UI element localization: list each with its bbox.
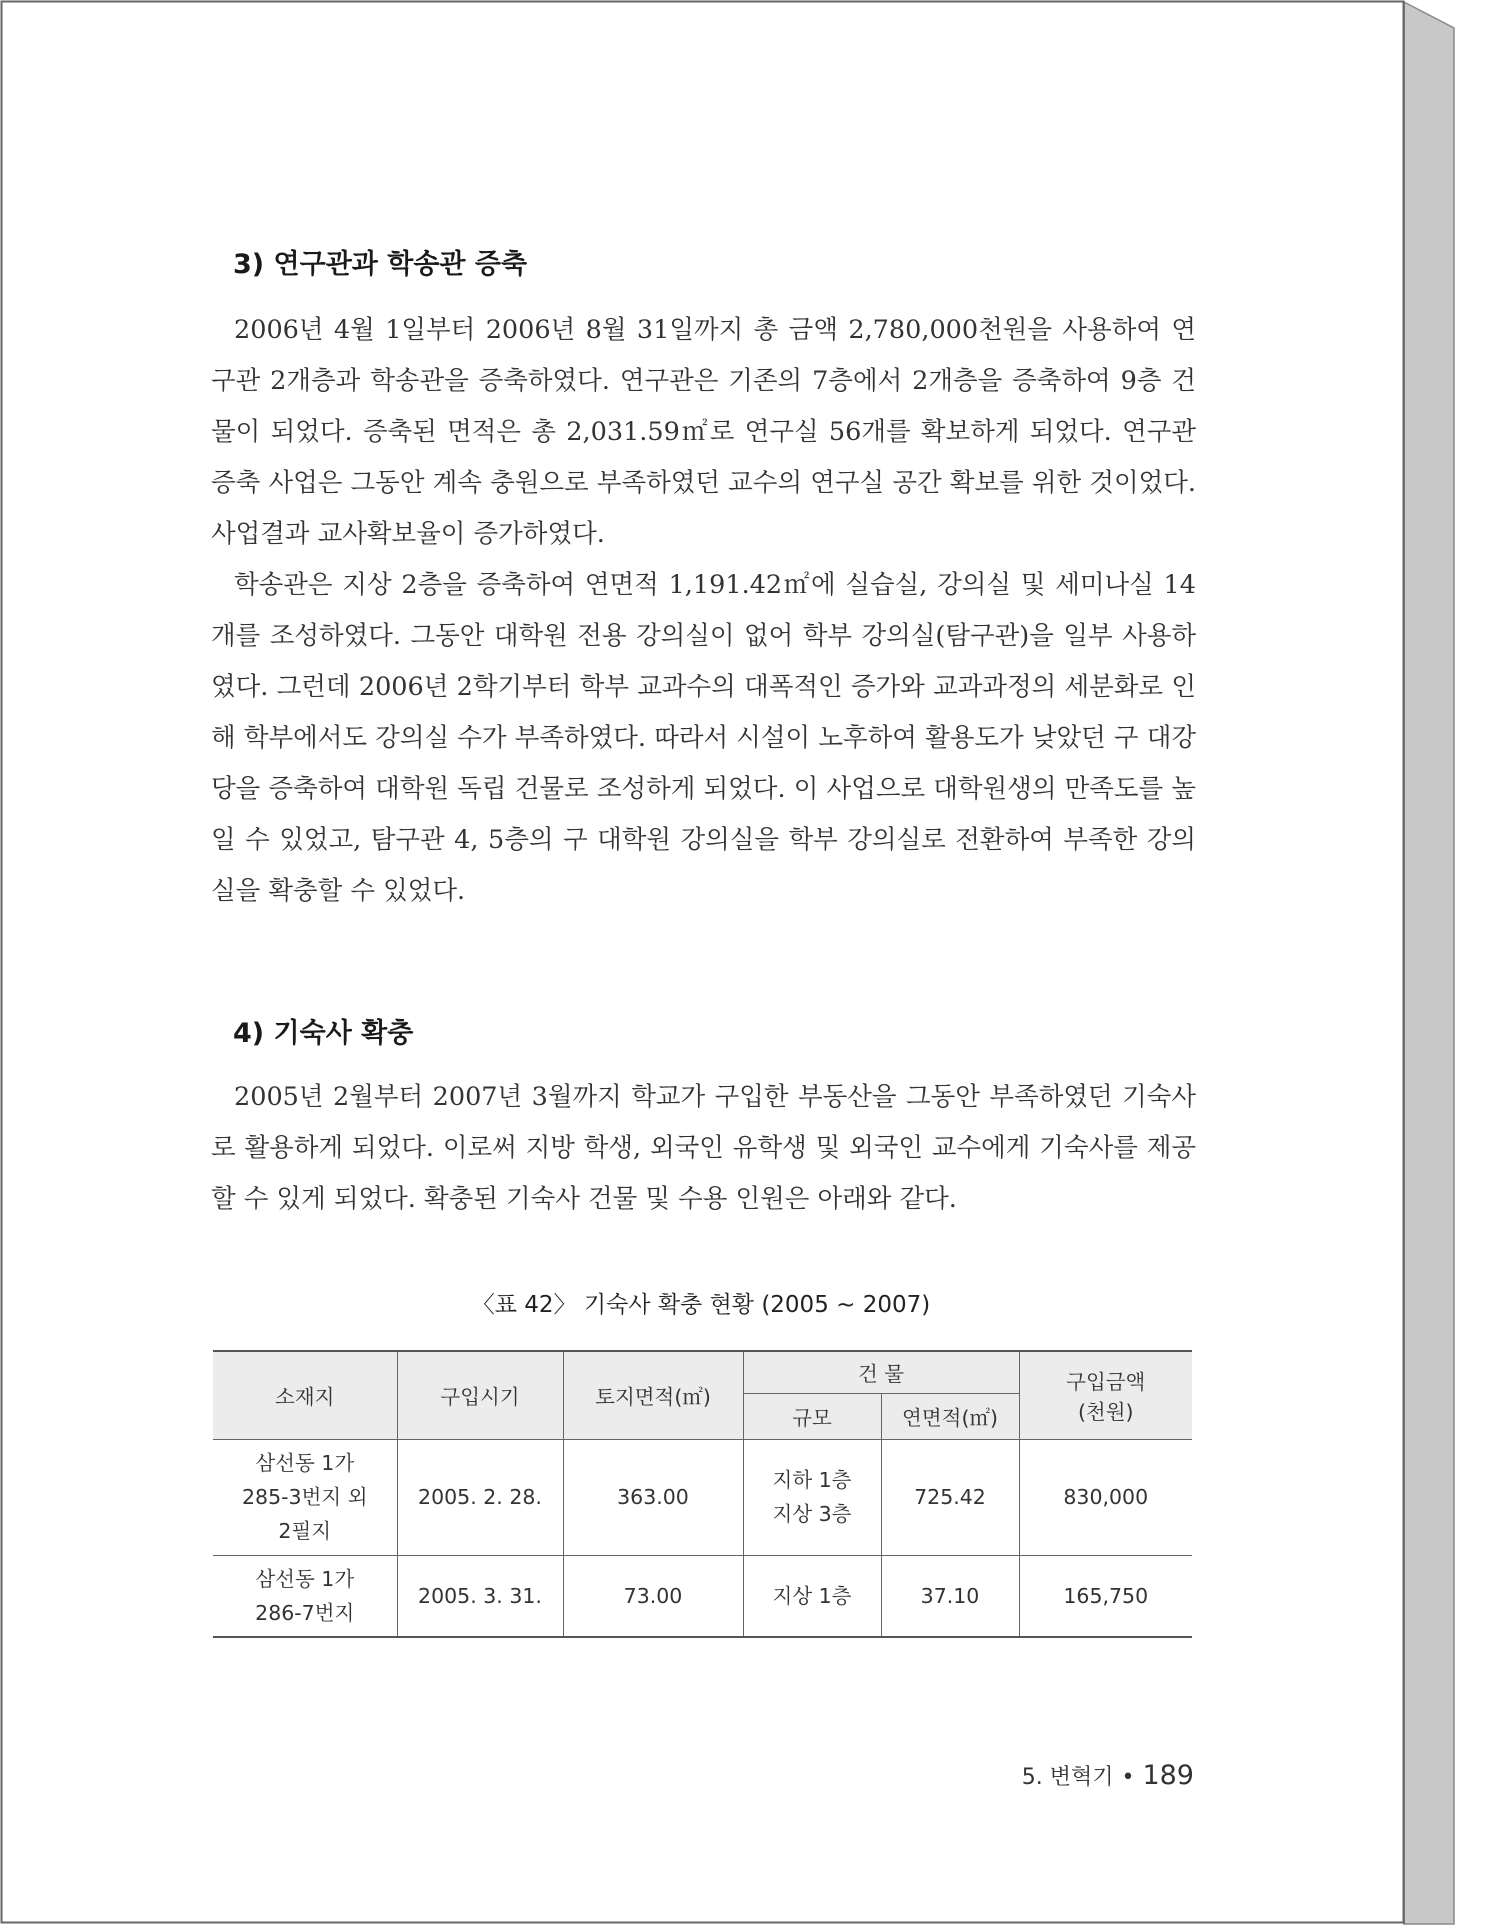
location-line: 286-7번지 — [255, 1600, 355, 1625]
dormitory-expansion-table — [213, 1350, 1192, 1638]
location-line: 2필지 — [278, 1519, 332, 1543]
cell-land-area: 73.00 — [563, 1555, 743, 1637]
header-building: 건 물 — [743, 1351, 1019, 1393]
cell-purchase-date: 2005. 3. 31. — [397, 1555, 563, 1637]
page-footer — [900, 1760, 1194, 1791]
cell-land-area: 363.00 — [563, 1439, 743, 1555]
table-caption: 〈표 42〉 기숙사 확충 현황 (2005 ~ 2007) — [471, 1292, 931, 1318]
cell-floor-area: 37.10 — [881, 1555, 1019, 1637]
body-paragraph: 2005년 2월부터 2007년 3월까지 학교가 구입한 부동산을 그동안 부족하였던 기숙사로 활용하게 되었다. 이로써 지방 학생, 외국인 유학생 및 외국인 교수에게 기숙사를 제공할 수 있게 되었다. 확충된 기숙사 건물 및 수용 인원은 아래와 같다. — [211, 1082, 1196, 1214]
page-number: 189 — [1142, 1760, 1194, 1791]
location-line: 삼선동 1가 — [255, 1451, 355, 1475]
scale-line: 지상 1층 — [772, 1583, 852, 1608]
header-floor-area: 연면적(㎡) — [881, 1393, 1019, 1439]
header-price-line: 구입금액 — [1066, 1370, 1146, 1395]
header-purchase-price — [1019, 1351, 1192, 1439]
header-land-area: 토지면적(㎡) — [563, 1351, 743, 1439]
footer-section-title: 5. 변혁기 — [1021, 1765, 1114, 1790]
location-line: 삼선동 1가 — [255, 1566, 355, 1591]
footer-bullet: • — [1121, 1765, 1135, 1790]
section-heading-research-building: 3) 연구관과 학송관 증축 — [233, 249, 528, 280]
cell-purchase-date: 2005. 2. 28. — [397, 1439, 563, 1555]
body-paragraph: 학송관은 지상 2층을 증축하여 연면적 1,191.42㎡에 실습실, 강의실 및 세미나실 14개를 조성하였다. 그동안 대학원 전용 강의실이 없어 학부 강의실(탐구관)을 일부 사용하였다. 그런데 2006년 2학기부터 학부 교과수의 대폭적인 증가와 교과과정의 세분화로 인해 학부에서도 강의실 수가 부족하였다. 따라서 시설이 노후하여 활용도가 낮았던 구 대강당을 증축하여 대학원 독립 건물로 조성하게 되었다. 이 사업으로 대학원생의 만족도를 높일 수 있었고, 탐구관 4, 5층의 구 대학원 강의실을 학부 강의실로 전환하여 부족한 강의실을 확충할 수 있었다. — [211, 570, 1196, 906]
body-paragraph: 2006년 4월 1일부터 2006년 8월 31일까지 총 금액 2,780,000천원을 사용하여 연구관 2개층과 학송관을 증축하였다. 연구관은 기존의 7층에서 2개층을 증축하여 9층 건물이 되었다. 증축된 면적은 총 2,031.59㎡로 연구실 56개를 확보하게 되었다. 연구관 증축 사업은 그동안 계속 충원으로 부족하였던 교수의 연구실 공간 확보를 위한 것이었다. 사업결과 교사확보율이 증가하였다. — [211, 315, 1196, 549]
header-price-line: (천원) — [1077, 1400, 1134, 1425]
header-purchase-date: 구입시기 — [397, 1351, 563, 1439]
scale-line: 지하 1층 — [772, 1468, 852, 1492]
cell-floor-area: 725.42 — [881, 1439, 1019, 1555]
section-body-dormitory — [211, 1072, 1196, 1225]
cell-price: 830,000 — [1019, 1439, 1192, 1555]
cell-price: 165,750 — [1019, 1555, 1192, 1637]
cell-location — [213, 1555, 397, 1637]
cell-scale — [743, 1555, 881, 1637]
header-location: 소재지 — [213, 1351, 397, 1439]
location-line: 285-3번지 외 — [242, 1485, 368, 1509]
section-heading-dormitory: 4) 기숙사 확충 — [233, 1018, 414, 1049]
scale-line: 지상 3층 — [772, 1502, 852, 1526]
section-body-research-building — [211, 305, 1196, 917]
cell-scale — [743, 1439, 881, 1555]
page-edge-side — [1404, 2, 1454, 1924]
header-scale: 규모 — [743, 1393, 881, 1439]
table-row — [213, 1555, 1192, 1637]
table-row — [213, 1439, 1192, 1555]
cell-location — [213, 1439, 397, 1555]
